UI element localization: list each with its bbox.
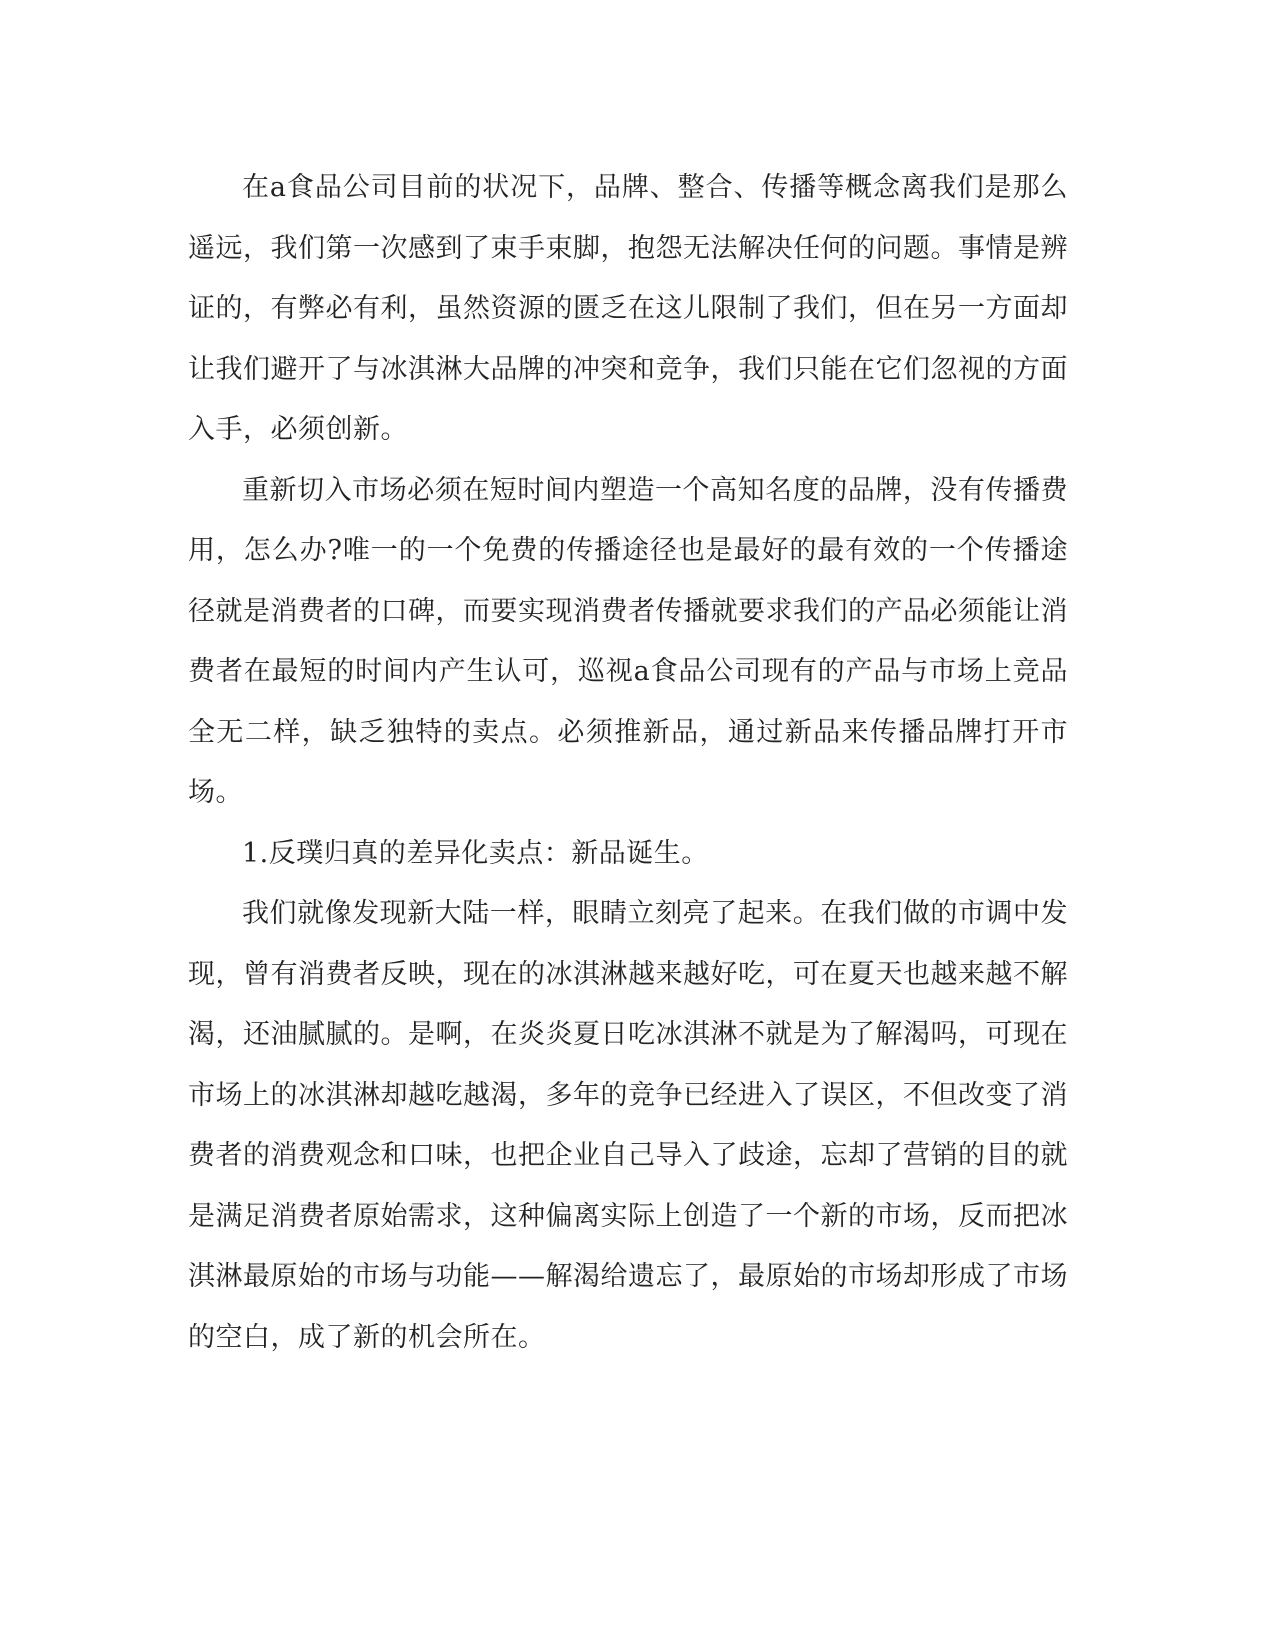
paragraph-1: 在a食品公司目前的状况下，品牌、整合、传播等概念离我们是那么遥远，我们第一次感到了束手束脚，抱怨无法解决任何的问题。事情是辨证的，有弊必有利，虽然资源的匮乏在这儿限制了我们，但在另一方面却让我们避开了与冰淇淋大品牌的冲突和竞争，我们只能在它们忽视的方面入手，必须创新。	[188, 172, 1068, 445]
paragraph-4: 我们就像发现新大陆一样，眼睛立刻亮了起来。在我们做的市调中发现，曾有消费者反映，现在的冰淇淋越来越好吃，可在夏天也越来越不解渴，还油腻腻的。是啊，在炎炎夏日吃冰淇淋不就是为了解渴吗，可现在市场上的冰淇淋却越吃越渴，多年的竞争已经进入了误区，不但改变了消费者的消费观念和口味，也把企业自己导入了歧途，忘却了营销的目的就是满足消费者原始需求，这种偏离实际上创造了一个新的市场，反而把冰淇淋最原始的市场与功能——解渴给遗忘了，最原始的市场却形成了市场的空白，成了新的机会所在。	[188, 898, 1068, 1353]
paragraph-2: 重新切入市场必须在短时间内塑造一个高知名度的品牌，没有传播费用，怎么办?唯一的一个免费的传播途径也是最好的最有效的一个传播途径就是消费者的口碑，而要实现消费者传播就要求我们的产品必须能让消费者在最短的时间内产生认可，巡视a食品公司现有的产品与市场上竞品全无二样，缺乏独特的卖点。必须推新品，通过新品来传播品牌打开市场。	[188, 474, 1068, 808]
paragraph-3-heading: 1.反璞归真的差异化卖点：新品诞生。	[242, 837, 709, 869]
document-body	[188, 158, 1068, 1368]
